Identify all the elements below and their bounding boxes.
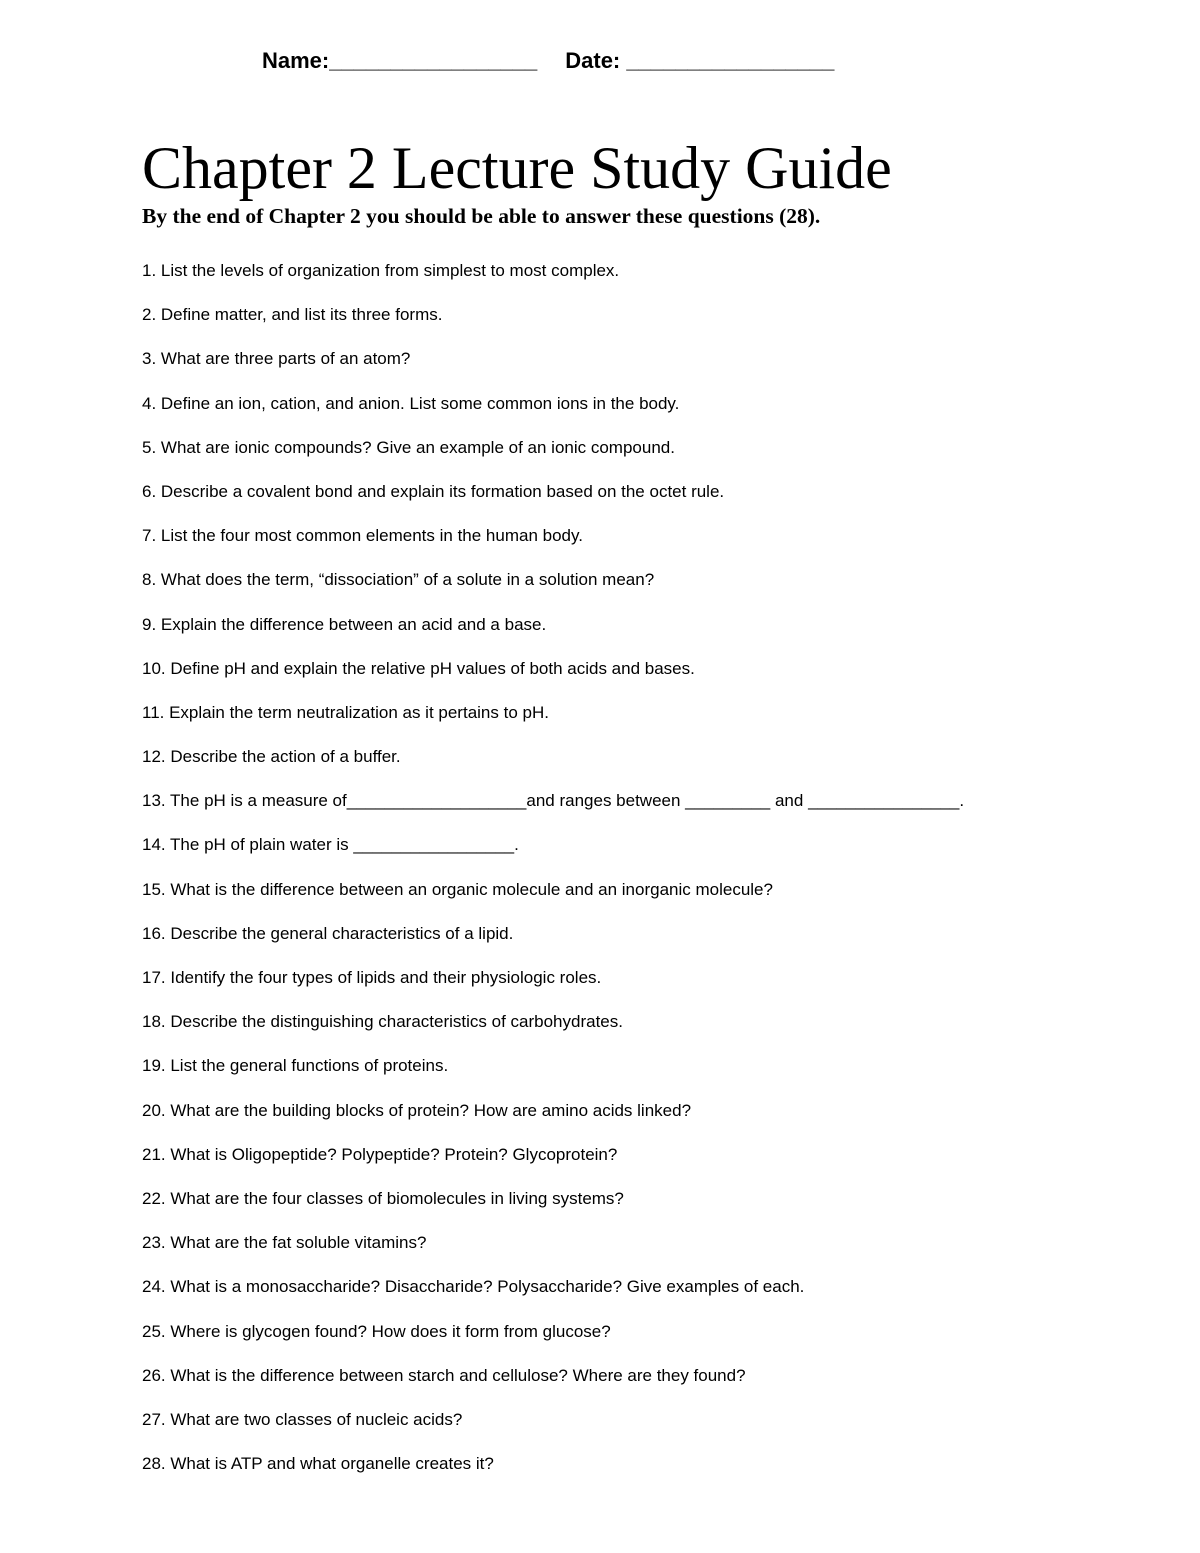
question-item: 21. What is Oligopeptide? Polypeptide? Protein? Glycoprotein? xyxy=(142,1144,618,1164)
question-item: 2. Define matter, and list its three forms. xyxy=(142,305,443,325)
question-item: 23. What are the fat soluble vitamins? xyxy=(142,1233,427,1253)
question-item: 16. Describe the general characteristics of a lipid. xyxy=(142,923,514,943)
question-item: 25. Where is glycogen found? How does it form from glucose? xyxy=(142,1321,611,1341)
question-item: 7. List the four most common elements in the human body. xyxy=(142,526,583,546)
question-item: 5. What are ionic compounds? Give an example of an ionic compound. xyxy=(142,437,675,457)
question-item: 13. The pH is a measure of___________________and ranges between _________ and ________________. xyxy=(142,791,965,811)
question-item: 24. What is a monosaccharide? Disaccharide? Polysaccharide? Give examples of each. xyxy=(142,1277,805,1297)
question-item: 15. What is the difference between an organic molecule and an inorganic molecule? xyxy=(142,879,773,899)
question-item: 14. The pH of plain water is _________________. xyxy=(142,835,519,855)
page-title: Chapter 2 Lecture Study Guide xyxy=(142,135,892,201)
name-field: Name:_________________ xyxy=(262,48,538,73)
question-item: 10. Define pH and explain the relative pH values of both acids and bases. xyxy=(142,658,695,678)
question-item: 4. Define an ion, cation, and anion. List some common ions in the body. xyxy=(142,393,680,413)
page-subtitle: By the end of Chapter 2 you should be able to answer these questions (28). xyxy=(142,204,821,228)
date-field: Date: _________________ xyxy=(565,48,835,73)
question-item: 18. Describe the distinguishing characteristics of carbohydrates. xyxy=(142,1012,623,1032)
question-item: 3. What are three parts of an atom? xyxy=(142,349,411,369)
question-item: 17. Identify the four types of lipids and their physiologic roles. xyxy=(142,968,602,987)
question-item: 12. Describe the action of a buffer. xyxy=(142,747,401,767)
question-item: 19. List the general functions of proteins. xyxy=(142,1056,449,1076)
name-date-header xyxy=(262,44,982,78)
question-item: 9. Explain the difference between an acid and a base. xyxy=(142,614,547,634)
question-item: 8. What does the term, “dissociation” of a solute in a solution mean? xyxy=(142,570,655,590)
question-item: 6. Describe a covalent bond and explain its formation based on the octet rule. xyxy=(142,481,725,501)
question-item: 26. What is the difference between starch and cellulose? Where are they found? xyxy=(142,1365,746,1385)
question-item: 11. Explain the term neutralization as it pertains to pH. xyxy=(142,702,549,722)
question-item: 22. What are the four classes of biomolecules in living systems? xyxy=(142,1188,624,1208)
question-list xyxy=(142,255,1142,1492)
question-item: 20. What are the building blocks of protein? How are amino acids linked? xyxy=(142,1100,692,1120)
question-item: 28. What is ATP and what organelle creates it? xyxy=(142,1454,494,1474)
question-item: 27. What are two classes of nucleic acids? xyxy=(142,1409,463,1429)
question-item: 1. List the levels of organization from simplest to most complex. xyxy=(142,261,620,280)
